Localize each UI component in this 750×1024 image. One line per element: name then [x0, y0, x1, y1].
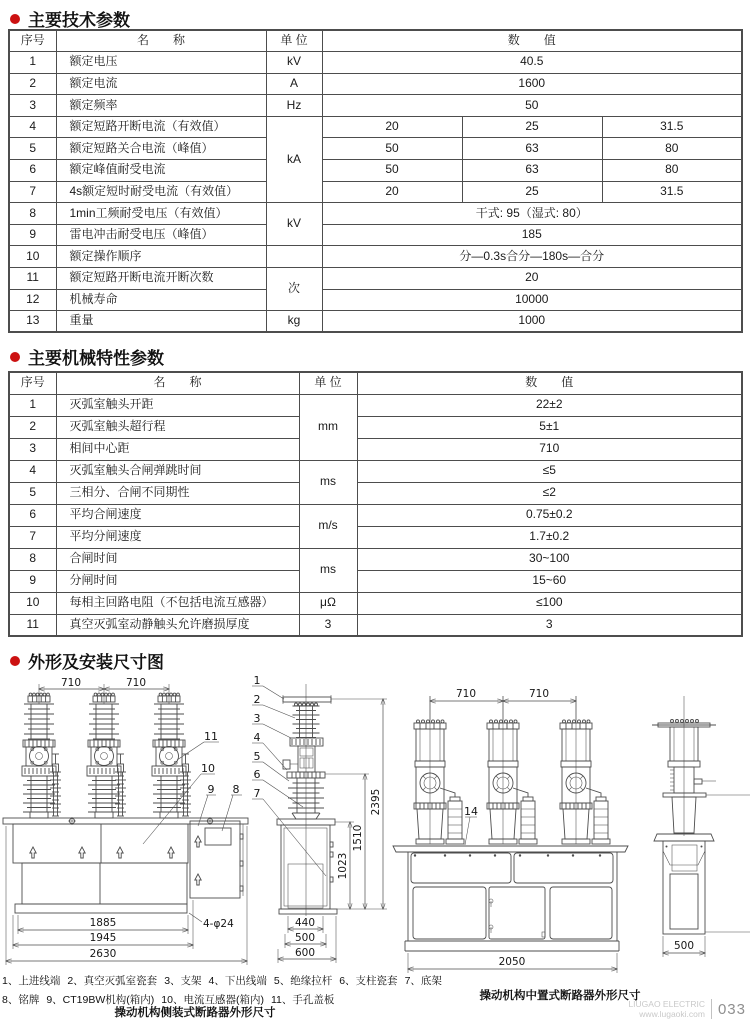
brand-watermark [628, 999, 705, 1019]
cell-value: 0.75±0.2 [357, 504, 742, 526]
cell-no: 6 [9, 160, 56, 182]
callout-1: 1 [253, 676, 261, 687]
cell-value: 3 [357, 614, 742, 636]
col-header-name: 名 称 [56, 372, 299, 394]
col-header-unit: 单 位 [266, 30, 322, 52]
table-row [9, 614, 742, 636]
caption-side-mounted: 操动机构侧装式断路器外形尺寸 [114, 1007, 276, 1019]
cell-name: 真空灭弧室动静触头允许磨损厚度 [56, 614, 299, 636]
legend-item: 1、上进线端 [2, 975, 61, 987]
cell-name: 灭弧室触头开距 [56, 394, 299, 416]
cell-name: 平均分闸速度 [56, 526, 299, 548]
legend-item: 2、真空灭弧室瓷套 [67, 975, 158, 987]
callout-14: 14 [464, 805, 478, 818]
table-row [9, 289, 742, 311]
footer-divider [711, 999, 712, 1019]
cell-name: 分闸时间 [56, 570, 299, 592]
cell-name: 额定频率 [56, 95, 266, 117]
dim-width: 2050 [498, 956, 526, 968]
side-view-side-mounted-breaker [252, 676, 387, 963]
dim-depth-mid: 500 [294, 932, 316, 944]
callout-11: 11 [204, 730, 218, 743]
cell-no: 2 [9, 73, 56, 95]
cell-name: 额定短路关合电流（峰值） [56, 138, 266, 160]
section-mech-heading [10, 344, 164, 369]
legend-item: 11、手孔盖板 [270, 994, 335, 1006]
side-view-center-mounted-breaker [652, 696, 750, 957]
cell-no: 12 [9, 289, 56, 311]
dim-width-outer: 2630 [89, 948, 117, 960]
col-header-unit: 单 位 [299, 372, 357, 394]
cell-unit: m/s [299, 504, 357, 548]
callout-6: 6 [253, 768, 261, 781]
table-row [9, 95, 742, 117]
cell-no: 9 [9, 224, 56, 246]
cell-value: 40.5 [322, 52, 742, 74]
section-tech-heading [10, 6, 130, 31]
cell-value: ≤2 [357, 482, 742, 504]
col-header-value: 数 值 [322, 30, 742, 52]
cell-name: 每相主回路电阻（不包括电流互感器） [56, 592, 299, 614]
dim-width-mid: 1945 [89, 932, 117, 944]
cell-no: 2 [9, 416, 56, 438]
col-header-no: 序号 [9, 30, 56, 52]
cell-unit: kV [266, 203, 322, 246]
cell-name: 4s额定短时耐受电流（有效值） [56, 181, 266, 203]
cell-value: 63 [462, 160, 602, 182]
cell-no: 9 [9, 570, 56, 592]
cell-value: 25 [462, 116, 602, 138]
section-title: 主要技术参数 [28, 11, 130, 30]
cell-value: ≤5 [357, 460, 742, 482]
table-row [9, 181, 742, 203]
table-row [9, 526, 742, 548]
cell-no: 4 [9, 460, 56, 482]
cell-unit: kg [266, 311, 322, 333]
dim-height-total: 2395 [370, 788, 382, 816]
table-row [9, 52, 742, 74]
legend-item: 8、铭牌 [2, 994, 40, 1006]
legend-item: 4、下出线端 [208, 975, 267, 987]
table-row [9, 460, 742, 482]
callout-7: 7 [253, 787, 261, 800]
table-row [9, 592, 742, 614]
cell-unit: Hz [266, 95, 322, 117]
legend-item: 9、CT19BW机构(箱内) [46, 994, 155, 1006]
cell-unit: 次 [266, 268, 322, 311]
cell-value: 干式: 95（湿式: 80） [322, 203, 742, 225]
cell-unit: kV [266, 52, 322, 74]
callout-10: 10 [201, 762, 215, 775]
bullet-icon [10, 14, 20, 24]
cell-unit: A [266, 73, 322, 95]
col-header-name: 名 称 [56, 30, 266, 52]
callout-2: 2 [253, 693, 261, 706]
cell-value: 1000 [322, 311, 742, 333]
table-row [9, 160, 742, 182]
table-row [9, 311, 742, 333]
dim-pole-spacing-right: 710 [528, 688, 550, 700]
callout-4: 4 [253, 731, 261, 744]
cell-name: 三相分、合闸不同期性 [56, 482, 299, 504]
col-header-no: 序号 [9, 372, 56, 394]
cell-value: 80 [602, 138, 742, 160]
dim-pole-spacing-left: 710 [60, 677, 82, 689]
cell-value: 22±2 [357, 394, 742, 416]
callout-3: 3 [253, 712, 261, 725]
cell-name: 额定操作顺序 [56, 246, 266, 268]
table-header-row [9, 372, 742, 394]
cell-no: 13 [9, 311, 56, 333]
cell-name: 额定峰值耐受电流 [56, 160, 266, 182]
cell-name: 机械寿命 [56, 289, 266, 311]
cell-no: 5 [9, 482, 56, 504]
cell-value: 5±1 [357, 416, 742, 438]
table-row [9, 482, 742, 504]
cell-name: 灭弧室触头合闸弹跳时间 [56, 460, 299, 482]
dim-width-inner: 1885 [89, 917, 117, 929]
dim-depth-inner: 440 [294, 917, 316, 929]
table-row [9, 438, 742, 460]
page-number: 033 [717, 1000, 746, 1018]
cell-no: 11 [9, 614, 56, 636]
cell-value: 15~60 [357, 570, 742, 592]
section-title: 外形及安装尺寸图 [28, 653, 164, 672]
table-row [9, 548, 742, 570]
cell-no: 10 [9, 592, 56, 614]
cell-unit: 3 [299, 614, 357, 636]
cell-unit: ms [299, 460, 357, 504]
cell-value: 20 [322, 116, 462, 138]
table-row [9, 116, 742, 138]
cell-no: 5 [9, 138, 56, 160]
bullet-icon [10, 656, 20, 666]
tech-parameters-table [8, 29, 743, 333]
table-row [9, 394, 742, 416]
front-view-center-mounted-breaker [393, 688, 628, 973]
legend-item: 7、底架 [404, 975, 442, 987]
mech-parameters-table [8, 371, 743, 637]
cell-no: 3 [9, 438, 56, 460]
table-header-row [9, 30, 742, 52]
callout-8: 8 [232, 783, 240, 796]
cell-unit: μΩ [299, 592, 357, 614]
brand-name: LIUGAO ELECTRIC [628, 999, 705, 1009]
legend-item: 3、支架 [164, 975, 202, 987]
caption-center-mounted: 操动机构中置式断路器外形尺寸 [479, 990, 641, 1002]
table-row [9, 224, 742, 246]
col-header-value: 数 值 [357, 372, 742, 394]
cell-name: 平均合闸速度 [56, 504, 299, 526]
dim-height-cabinet: 1023 [337, 852, 349, 880]
callout-9: 9 [207, 783, 215, 796]
bullet-icon [10, 352, 20, 362]
cell-no: 6 [9, 504, 56, 526]
cell-no: 7 [9, 526, 56, 548]
cell-value: 31.5 [602, 181, 742, 203]
section-outline-heading [10, 648, 164, 673]
cell-unit [266, 246, 322, 268]
table-row [9, 504, 742, 526]
cell-no: 1 [9, 394, 56, 416]
cell-value: 50 [322, 160, 462, 182]
note-mounting-holes: 4-φ24 [203, 918, 234, 930]
cell-name: 1min工频耐受电压（有效值） [56, 203, 266, 225]
cell-value: 185 [322, 224, 742, 246]
dim-depth-outer: 600 [294, 947, 316, 959]
front-view-side-mounted-breaker [3, 677, 248, 965]
cell-no: 1 [9, 52, 56, 74]
cell-value: 31.5 [602, 116, 742, 138]
cell-no: 11 [9, 268, 56, 290]
cell-name: 额定短路开断电流（有效值） [56, 116, 266, 138]
cell-no: 8 [9, 548, 56, 570]
cell-value: 50 [322, 138, 462, 160]
cell-unit: ms [299, 548, 357, 592]
cell-name: 合闸时间 [56, 548, 299, 570]
cell-unit: kA [266, 116, 322, 202]
cell-value: 1600 [322, 73, 742, 95]
cell-no: 10 [9, 246, 56, 268]
table-row [9, 203, 742, 225]
dim-pole-spacing-left: 710 [455, 688, 477, 700]
cell-name: 额定短路开断电流开断次数 [56, 268, 266, 290]
cell-name: 额定电流 [56, 73, 266, 95]
cell-value: 10000 [322, 289, 742, 311]
section-title: 主要机械特性参数 [28, 349, 164, 368]
parts-legend [2, 973, 464, 1007]
cell-no: 7 [9, 181, 56, 203]
cell-value: 63 [462, 138, 602, 160]
dim-height-terminal: 1510 [352, 824, 364, 852]
page-footer [618, 999, 746, 1019]
cell-no: 3 [9, 95, 56, 117]
dim-depth: 500 [673, 940, 695, 952]
cell-name: 额定电压 [56, 52, 266, 74]
outline-drawing [0, 676, 750, 1008]
cell-no: 4 [9, 116, 56, 138]
brand-url: www.lugaoki.com [639, 1009, 705, 1019]
legend-item: 10、电流互感器(箱内) [161, 994, 264, 1006]
legend-item: 5、绝缘拉杆 [273, 975, 333, 987]
cell-value: 50 [322, 95, 742, 117]
legend-item: 6、支柱瓷套 [339, 975, 398, 987]
cell-name: 相间中心距 [56, 438, 299, 460]
cell-value: 30~100 [357, 548, 742, 570]
cell-value: 1.7±0.2 [357, 526, 742, 548]
table-row [9, 246, 742, 268]
cell-name: 重量 [56, 311, 266, 333]
cell-value: 20 [322, 268, 742, 290]
cell-value: 分—0.3s合分—180s—合分 [322, 246, 742, 268]
table-row [9, 416, 742, 438]
table-row [9, 138, 742, 160]
cell-value: ≤100 [357, 592, 742, 614]
dim-pole-spacing-right: 710 [125, 677, 147, 689]
cell-unit: mm [299, 394, 357, 460]
cell-value: 80 [602, 160, 742, 182]
table-row [9, 268, 742, 290]
table-row [9, 73, 742, 95]
cell-name: 雷电冲击耐受电压（峰值） [56, 224, 266, 246]
callout-5: 5 [253, 750, 261, 763]
cell-no: 8 [9, 203, 56, 225]
cell-value: 20 [322, 181, 462, 203]
cell-name: 灭弧室触头超行程 [56, 416, 299, 438]
cell-value: 710 [357, 438, 742, 460]
cell-value: 25 [462, 181, 602, 203]
table-row [9, 570, 742, 592]
